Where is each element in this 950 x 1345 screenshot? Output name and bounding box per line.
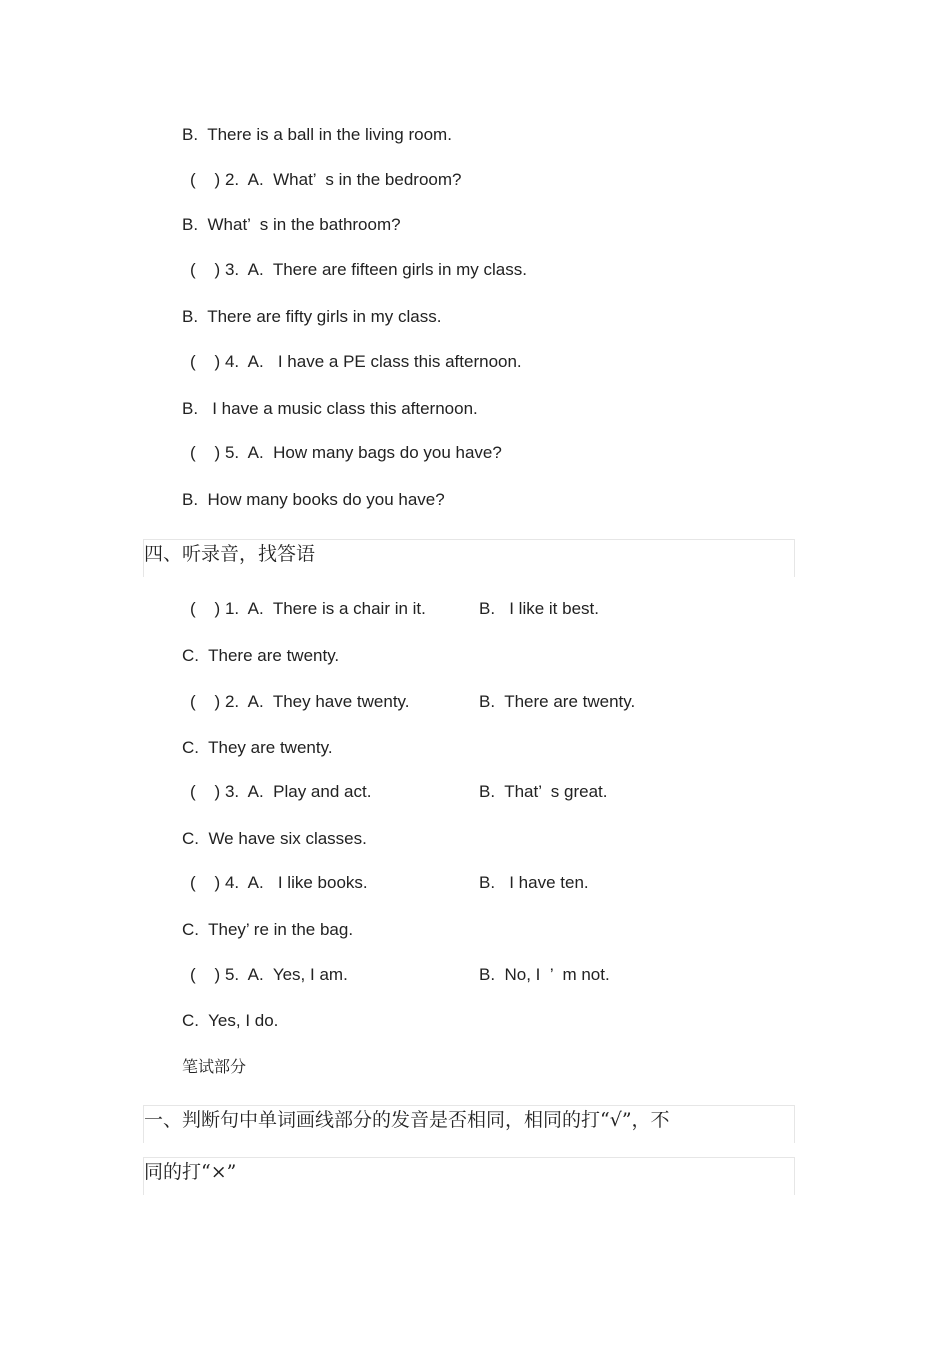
section4-title: 四、听录音，找答语: [143, 539, 795, 577]
section1-heading-line2: 同的打“×”: [143, 1157, 795, 1195]
q3-stem: ( ) 3. A. Play and act.: [190, 782, 372, 801]
q5-option-c: C. Yes, I do.: [182, 1011, 279, 1030]
q4-option-b: B. I have ten.: [479, 873, 589, 892]
s3-line-5: B. There are fifty girls in my class.: [182, 307, 442, 326]
q1-stem: ( ) 1. A. There is a chair in it.: [190, 599, 426, 618]
q1-option-c: C. There are twenty.: [182, 646, 340, 665]
s3-line-2: ( ) 2. A. What’ s in the bedroom?: [190, 170, 462, 189]
s3-line-9: B. How many books do you have?: [182, 490, 445, 509]
s3-line-8: ( ) 5. A. How many bags do you have?: [190, 443, 502, 462]
q5-stem: ( ) 5. A. Yes, I am.: [190, 965, 348, 984]
q3-option-c: C. We have six classes.: [182, 829, 367, 848]
q1-option-b: B. I like it best.: [479, 599, 599, 618]
q2-stem: ( ) 2. A. They have twenty.: [190, 692, 410, 711]
q2-option-c: C. They are twenty.: [182, 738, 333, 757]
q5-option-b: B. No, I ’ m not.: [479, 965, 610, 984]
s3-line-1: B. There is a ball in the living room.: [182, 125, 452, 144]
s3-line-4: ( ) 3. A. There are fifteen girls in my class.: [190, 260, 527, 279]
written-part-label: 笔试部分: [182, 1057, 247, 1076]
s3-line-7: B. I have a music class this afternoon.: [182, 399, 478, 418]
q3-option-b: B. That’ s great.: [479, 782, 608, 801]
section1-heading-line1: 一、判断句中单词画线部分的发音是否相同，相同的打“√”，不: [143, 1105, 795, 1143]
q2-option-b: B. There are twenty.: [479, 692, 636, 711]
s3-line-6: ( ) 4. A. I have a PE class this afternoon.: [190, 352, 522, 371]
s3-line-3: B. What’ s in the bathroom?: [182, 215, 401, 234]
q4-option-c: C. They’ re in the bag.: [182, 920, 354, 939]
q4-stem: ( ) 4. A. I like books.: [190, 873, 368, 892]
